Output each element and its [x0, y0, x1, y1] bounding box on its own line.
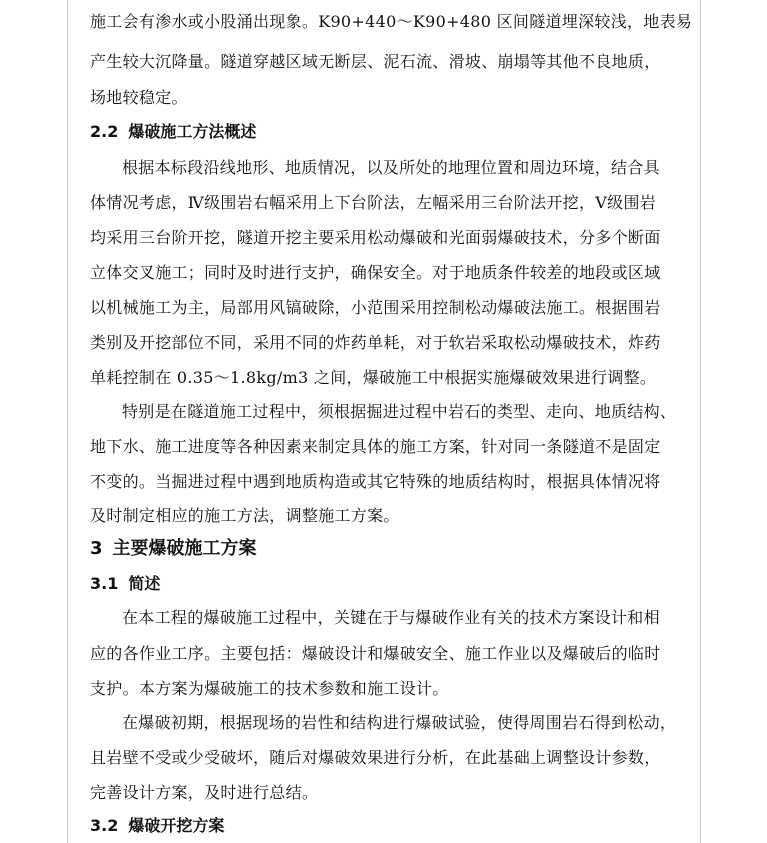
body-line: 支护。本方案为爆破施工的技术参数和施工设计。: [90, 679, 449, 698]
body-line: 类别及开挖部位不同，采用不同的炸药单耗，对于软岩采取松动爆破技术，炸药: [90, 333, 661, 352]
heading-3-2: [90, 816, 224, 836]
body-line: 施工会有渗水或小股涌出现象。K90+440～K90+480 区间隧道埋深较浅，地表易: [90, 12, 693, 31]
heading-2-2: [90, 122, 256, 142]
heading-number: 3: [90, 538, 103, 559]
body-line: 产生较大沉降量。隧道穿越区域无断层、泥石流、滑坡、崩塌等其他不良地质，: [90, 52, 661, 71]
body-line: 完善设计方案，及时进行总结。: [90, 783, 319, 802]
heading-number: 3.2: [90, 816, 119, 835]
body-line: 及时制定相应的施工方法，调整施工方案。: [90, 506, 400, 525]
body-line: 场地较稳定。: [90, 88, 188, 107]
heading-number: 3.1: [90, 574, 119, 593]
body-line: 在本工程的爆破施工过程中，关键在于与爆破作业有关的技术方案设计和相: [122, 608, 660, 627]
heading-title: 主要爆破施工方案: [112, 538, 257, 559]
body-line: 根据本标段沿线地形、地质情况，以及所处的地理位置和周边环境，结合具: [122, 158, 660, 177]
heading-number: 2.2: [90, 122, 119, 141]
body-line: 单耗控制在 0.35～1.8kg/m3 之间，爆破施工中根据实施爆破效果进行调整。: [90, 368, 657, 387]
body-line: 立体交叉施工；同时及时进行支护，确保安全。对于地质条件较差的地段或区域: [90, 263, 661, 282]
page-right-edge: [700, 0, 701, 843]
heading-title: 爆破施工方法概述: [128, 122, 257, 141]
body-line: 应的各作业工序。主要包括：爆破设计和爆破安全、施工作业以及爆破后的临时: [90, 644, 661, 663]
heading-title: 爆破开挖方案: [128, 816, 225, 835]
body-line: 在爆破初期，根据现场的岩性和结构进行爆破试验，使得周围岩石得到松动，: [122, 713, 677, 732]
heading-title: 简述: [128, 574, 161, 593]
heading-3: [90, 538, 257, 560]
page-left-edge: [67, 0, 68, 843]
body-line: 均采用三台阶开挖，隧道开挖主要采用松动爆破和光面弱爆破技术，分多个断面: [90, 228, 661, 247]
body-line: 地下水、施工进度等各种因素来制定具体的施工方案，针对同一条隧道不是固定: [90, 437, 661, 456]
heading-3-1: [90, 574, 160, 594]
body-line: 体情况考虑，Ⅳ级围岩右幅采用上下台阶法，左幅采用三台阶法开挖，Ⅴ级围岩: [90, 193, 657, 212]
body-line: 且岩壁不受或少受破坏，随后对爆破效果进行分析，在此基础上调整设计参数，: [90, 748, 661, 767]
body-line: 以机械施工为主，局部用风镐破除，小范围采用控制松动爆破法施工。根据围岩: [90, 298, 661, 317]
body-line: 特别是在隧道施工过程中，须根据掘进过程中岩石的类型、走向、地质结构、: [122, 402, 677, 421]
body-line: 不变的。当掘进过程中遇到地质构造或其它特殊的地质结构时，根据具体情况将: [90, 472, 661, 491]
